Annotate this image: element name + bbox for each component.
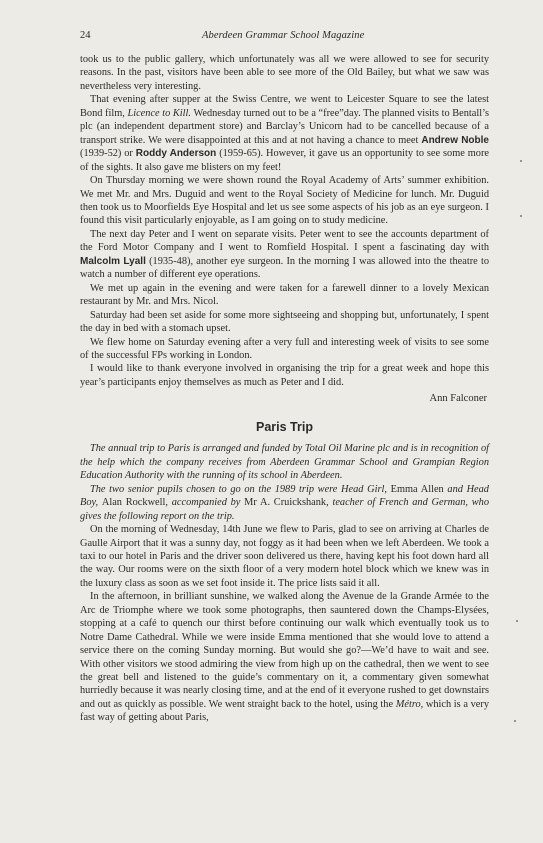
person-name: Emma Allen (390, 483, 444, 495)
paragraph: Saturday had been set aside for some more sightseeing and shopping but, unfortunately, I spent the day in bed with a stomach upset. (80, 309, 489, 335)
person-name: Mr A. Cruickshank, (244, 497, 329, 509)
paris-trip-report (80, 420, 489, 725)
scan-speck (520, 215, 522, 217)
paragraph: In the afternoon, in brilliant sunshine, we walked along the Avenue de la Grande Armée to the Arc de Triomphe where we took some photographs, then sauntered down the Champs-Elysées, stopping at a café to quench our thirst before continuing our walk which eventually took us to Notre Dame Cathedral. While we were inside Emma mentioned that she would love to attend a service there on the coming Sunday morning. But would she go?—We’d have to wait and see. With other visitors we stood admiring the view from high up on the cathedral, then we went to see the great bell and listened to the guide’s commentary on it, a commentary given somewhat hurriedly because it was nearly closing time, and at the end of it everyone rushed to get downstairs and out as quickly as possible. We went straight back to the hotel, using the Métro, which is a very fast way of getting about Paris, (80, 591, 489, 724)
intro-paragraph: The two senior pupils chosen to go on the 1989 trip were Head Girl, Emma Allen and Head Boy, Alan Rockwell, accompanied by Mr A. Cruickshank, teacher of French and German, who gives the following report on the trip. (80, 483, 490, 522)
paragraph: That evening after supper at the Swiss Centre, we went to Leicester Square to see the latest Bond film, Licence to Kill. Wednesday turned out to be a “free”day. The planned visits to Bentall’s plc (an independent department store) and Barclay’s Unicorn had to be cancelled because of a transport strike. We were disappointed at this and at not having a chance to meet Andrew Noble (1939-52) or Roddy Anderson (1959-65). However, it gave us an opportunity to see some more of the sights. It also gave me blisters on my feet! (80, 94, 489, 173)
person-name: Alan Rockwell, (101, 497, 168, 509)
paragraph: We flew home on Saturday evening after a very full and interesting week of visits to see some of the successful FPs working in London. (80, 336, 489, 361)
paragraph: On Thursday morning we were shown round the Royal Academy of Arts’ summer exhibition. We met Mr. and Mrs. Duguid and went to the Royal Society of Medicine for lunch. Mr. Duguid then took us to Moorfields Eye Hospital and let us see some aspects of his job as an eye surgeon. I found this visit particularly enjoyable, as I am going on to study medicine. (80, 175, 489, 227)
author-signature: Ann Falconer (429, 393, 487, 405)
page-number: 24 (80, 30, 91, 41)
person-name: Malcolm Lyall (80, 255, 146, 267)
metro-term: Métro, (395, 698, 424, 710)
page-header (80, 30, 489, 41)
paragraph: took us to the public gallery, which unfortunately was all we were allowed to see for security reasons. In the past, visitors have been able to see more of the Old Bailey, but what we saw was nevertheless very interesting. (80, 54, 489, 92)
person-name: Andrew Noble (421, 134, 489, 146)
person-name: Roddy Anderson (135, 148, 217, 160)
film-title: Licence to Kill. (127, 107, 192, 119)
article-title: Paris Trip (256, 420, 313, 435)
intro-paragraph: The annual trip to Paris is arranged and funded by Total Oil Marine plc and is in recognition of the help which the company receives from Aberdeen Grammar School and Grampian Region Education Authority with the running of its school in Aberdeen. (80, 443, 489, 482)
london-trip-report (80, 53, 489, 404)
running-title: Aberdeen Grammar School Magazine (202, 30, 365, 41)
scan-speck (516, 620, 518, 622)
scan-speck (514, 720, 516, 722)
paragraph: The next day Peter and I went on separate visits. Peter went to see the accounts department of the Ford Motor Company and I went to Romfield Hospital. I spent a fascinating day with Malcolm Lyall (1935-48), another eye surgeon. In the morning I was allowed into the theatre to watch a number of different eye operations. (80, 228, 489, 281)
scan-speck (520, 160, 522, 162)
paragraph: We met up again in the evening and were taken for a farewell dinner to a lovely Mexican restaurant by Mr. and Mrs. Nicol. (80, 282, 489, 308)
paragraph: I would like to thank everyone involved in organising the trip for a great week and hope this year’s participants enjoy themselves as much as Peter and I did. (80, 363, 489, 388)
paragraph: On the morning of Wednesday, 14th June we flew to Paris, glad to see on arriving at Charles de Gaulle Airport that it was a sunny day, not foggy as it had been when we left Aberdeen. We took a taxi to our hotel in Paris and the driver soon delivered us there, having kept his foot down hard all the way. Our rooms were on the sixth floor of a very modern hotel block which we knew was in the luxury class as soon as we set foot inside it. The price lists said it all. (80, 524, 489, 589)
